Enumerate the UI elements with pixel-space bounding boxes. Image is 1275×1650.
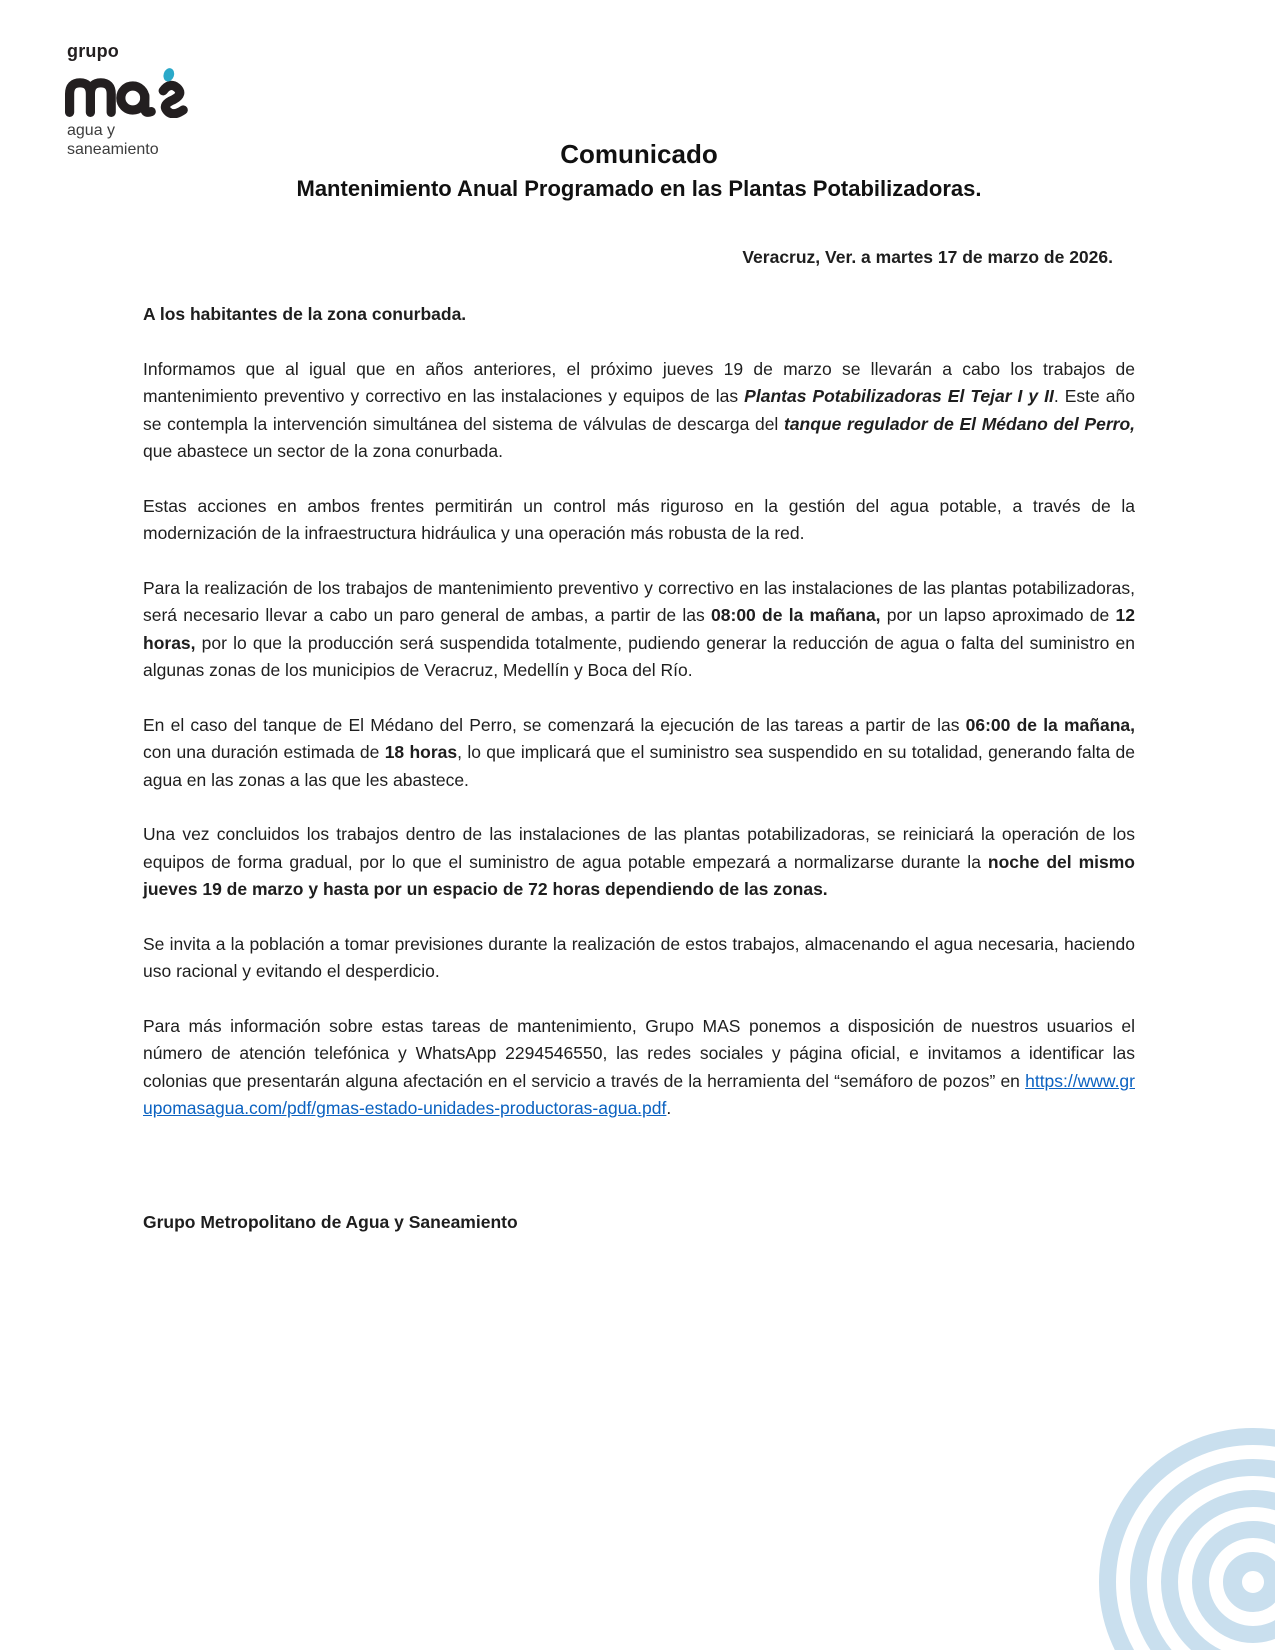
paragraph xyxy=(143,493,1135,548)
paragraph xyxy=(143,821,1135,904)
text-segment: 08:00 de la mañana, xyxy=(711,605,881,625)
concentric-circles-watermark xyxy=(1075,1380,1275,1650)
text-segment: 18 horas xyxy=(384,742,458,762)
text-segment: Plantas Potabilizadoras El Tejar I y II xyxy=(744,386,1054,406)
text-segment: por un lapso aproximado de xyxy=(880,605,1116,625)
text-segment: . Este año se contempla la intervención simultánea del sistema de válvulas de descarga del xyxy=(143,386,1135,434)
text-segment: Una vez concluidos los trabajos dentro de las instalaciones de las plantas potabilizadoras, se reiniciará la operación de los equipos de forma gradual, por lo que el suministro de agua potable empezará a normalizarse durante la xyxy=(143,824,1135,872)
text-segment: En el caso del tanque de El Médano del Perro, se comenzará la ejecución de las tareas a partir de las xyxy=(143,714,966,735)
paragraph xyxy=(143,575,1135,685)
text-segment: con una duración estimada de xyxy=(143,742,385,762)
salutation: A los habitantes de la zona conurbada. xyxy=(143,304,467,324)
page-title: Comunicado xyxy=(560,139,718,169)
text-segment: noche del mismo jueves 19 de marzo y hasta por un espacio de 72 horas dependiendo de las zonas. xyxy=(143,851,1135,899)
text-segment: 12 horas, xyxy=(143,605,1135,653)
text-segment: Informamos que al igual que en años anteriores, el próximo jueves 19 de marzo se llevarán a cabo los trabajos de mantenimiento preventivo y correctivo en las instalaciones y equipos de las xyxy=(143,358,1135,406)
text-segment: Se invita a la población a tomar previsiones durante la realización de estos trabajos, almacenando el agua necesaria, haciendo uso racional y evitando el desperdicio. xyxy=(143,933,1135,981)
logo-tagline-line1: agua y xyxy=(67,122,116,139)
text-segment: Para la realización de los trabajos de mantenimiento preventivo y correctivo en las instalaciones de las plantas potabilizadoras, será necesario llevar a cabo un paro general de ambas, a partir de las xyxy=(143,577,1135,625)
text-segment: Estas acciones en ambos frentes permitirán un control más riguroso en la gestión del agua potable, a través de la modernización de la infraestructura hidráulica y una operación más robusta de la red. xyxy=(143,495,1135,543)
text-segment: por lo que la producción será suspendida totalmente, pudiendo generar la reducción de agua o falta del suministro en algunas zonas de los municipios de Veracruz, Medellín y Boca del Río. xyxy=(143,632,1135,680)
text-segment: Para más información sobre estas tareas de mantenimiento, Grupo MAS ponemos a disposición de nuestros usuarios el número de atención telefónica y WhatsApp 2294546550, las redes sociales y página oficial, e invitamos a identificar las colonias que presentarán alguna afectación en el servicio a través de la herramienta del “semáforo de pozos” en xyxy=(143,1015,1135,1091)
signature: Grupo Metropolitano de Agua y Saneamiento xyxy=(143,1211,518,1232)
logo-tagline-line2: saneamiento xyxy=(67,141,159,158)
paragraph xyxy=(143,712,1135,795)
body-paragraphs xyxy=(143,356,1135,1123)
text-segment: , lo que implicará que el suministro sea suspendido en su totalidad, generando falta de agua en las zonas a las que les abastece. xyxy=(143,742,1136,790)
logo-grupo-text: grupo xyxy=(67,41,119,61)
dateline: Veracruz, Ver. a martes 17 de marzo de 2026. xyxy=(742,247,1113,267)
mas-wordmark-icon xyxy=(62,62,194,118)
document-content xyxy=(143,138,1135,1236)
page-subtitle: Mantenimiento Anual Programado en las Plantas Potabilizadoras. xyxy=(296,176,982,201)
text-segment: 06:00 de la mañana, xyxy=(965,714,1135,735)
paragraph xyxy=(143,931,1135,986)
pdf-link[interactable]: https://www.grupomasagua.com/pdf/gmas-estado-unidades-productoras-agua.pdf xyxy=(143,1070,1135,1118)
text-segment: tanque regulador de El Médano del Perro, xyxy=(784,413,1136,434)
paragraph xyxy=(143,356,1135,466)
paragraph xyxy=(143,1013,1135,1123)
text-segment: . xyxy=(666,1098,672,1118)
text-segment: que abastece un sector de la zona conurbada. xyxy=(143,441,503,461)
